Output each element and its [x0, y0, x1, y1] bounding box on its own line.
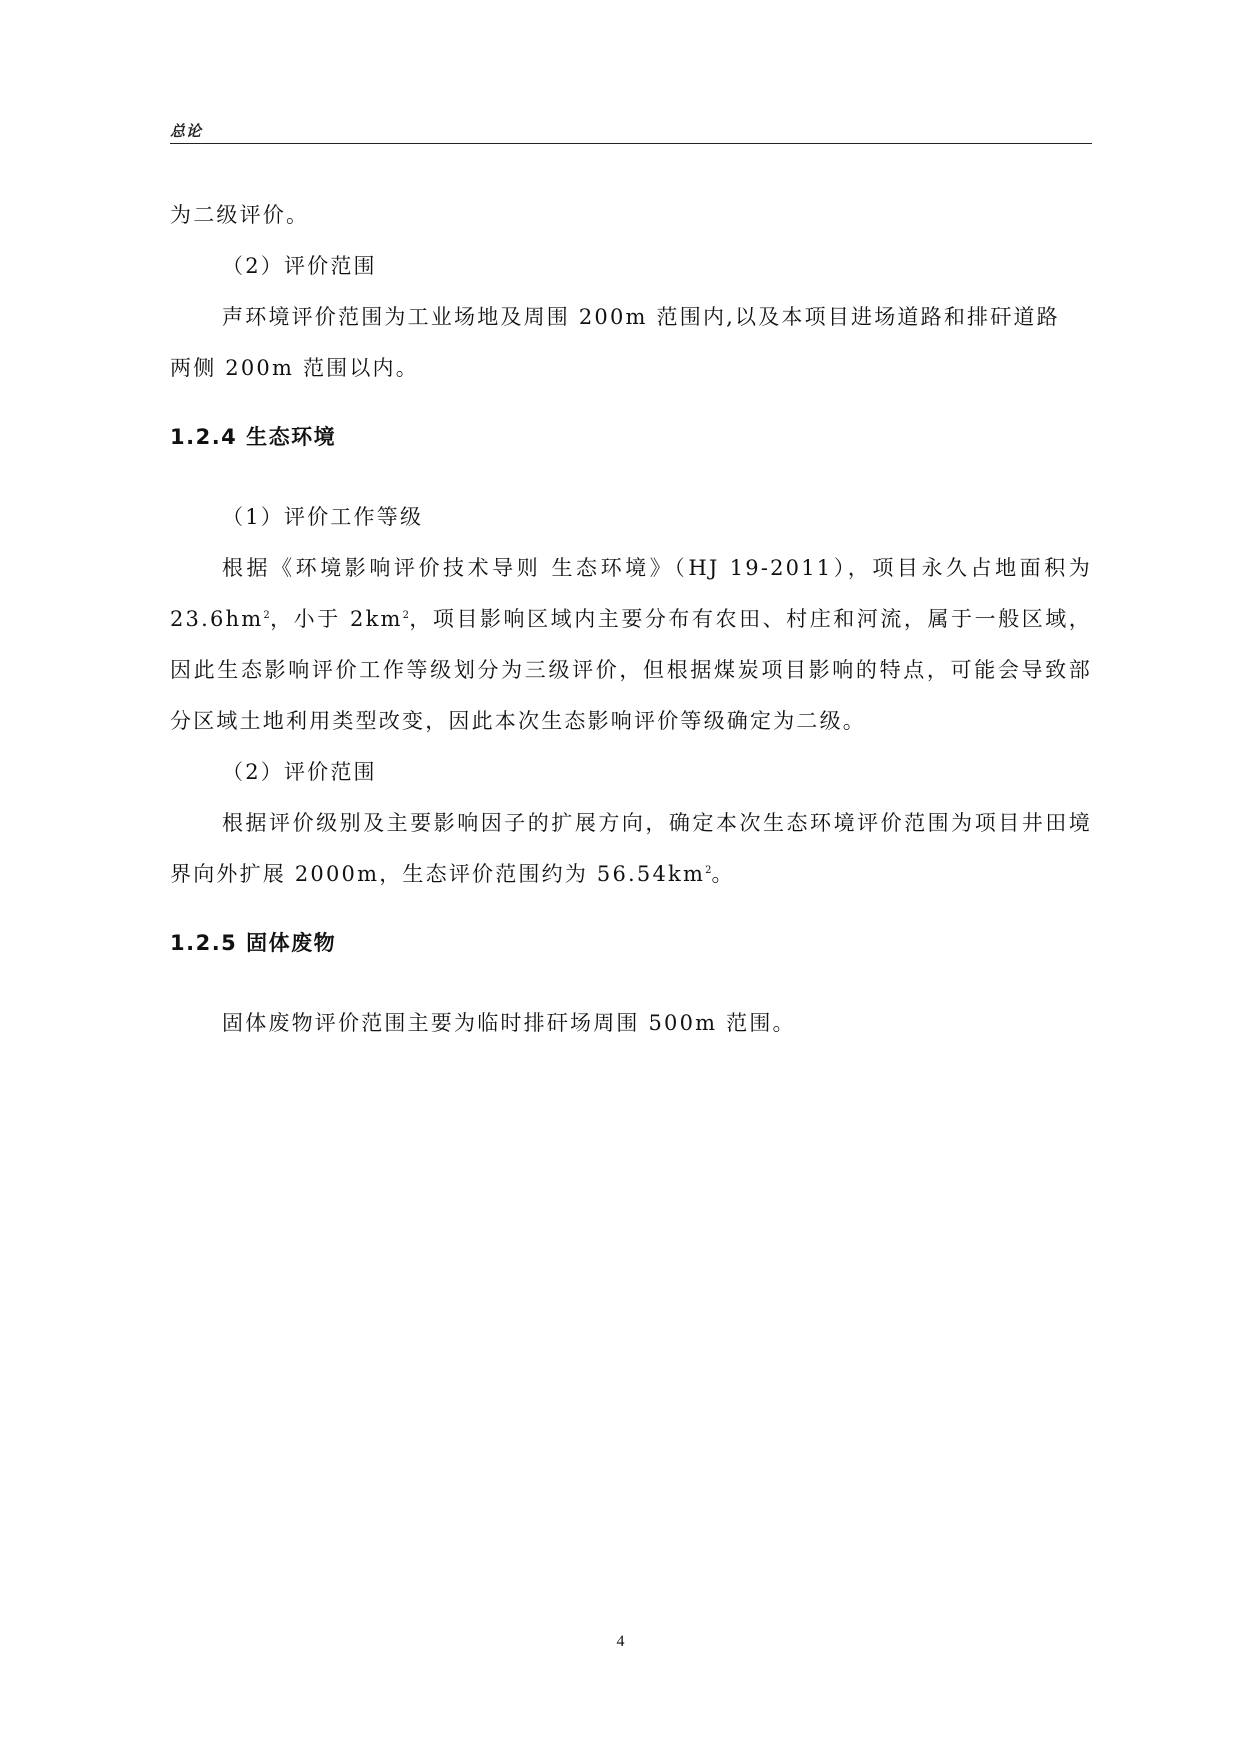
paragraph-ecology-scope — [170, 798, 1092, 900]
subheading-grade: （1）评价工作等级 — [222, 505, 424, 529]
superscript-2: 2 — [263, 610, 270, 621]
paragraph-continuation: 为二级评价。 — [170, 203, 310, 227]
header-title: 总论 — [170, 122, 203, 140]
subheading-scope: （2）评价范围 — [222, 254, 377, 278]
page-number: 4 — [616, 1633, 625, 1650]
superscript-2: 2 — [402, 610, 409, 621]
page-header — [170, 117, 1092, 144]
paragraph-noise-scope-cont — [170, 343, 1092, 394]
ecology-scope-text-b: 。 — [711, 862, 735, 886]
ecology-scope-text-a: 根据评价级别及主要影响因子的扩展方向，确定本次生态环境评价范围为项目井田境界向外扩展 2000m，生态评价范围约为 56.54km — [170, 811, 1092, 886]
subheading-scope-2: （2）评价范围 — [222, 760, 377, 784]
superscript-2: 2 — [705, 865, 712, 876]
noise-scope-line-1: 声环境评价范围为工业场地及周围 200m 范围内,以及本项目进场道路和排矸道路 — [222, 305, 1060, 329]
ecology-grade-text-c: ，小于 2km — [269, 607, 403, 631]
paragraph-noise-scope — [170, 292, 1092, 343]
paragraph-solid-waste: 固体废物评价范围主要为临时排矸场周围 500m 范围。 — [222, 1011, 796, 1035]
paragraph-ecology-grade — [170, 543, 1092, 747]
section-heading-1-2-5: 1.2.5 固体废物 — [170, 931, 337, 955]
ecology-grade-text-b: 23.6hm — [170, 607, 264, 631]
noise-scope-line-2: 两侧 200m 范围以内。 — [170, 356, 419, 380]
document-body — [170, 190, 1092, 1049]
section-heading-1-2-4: 1.2.4 生态环境 — [170, 425, 337, 449]
ecology-grade-text-a: 根据《环境影响评价技术导则 生态环境》（HJ 19-2011），项目永久占地面积为 — [222, 556, 1092, 580]
ecology-grade-text-d: ，项目影响区域内主要分布有农田、村庄和河流，属于一般区域，因此生态影响评价工作等级划分为三级评价，但根据煤炭项目影响的特点，可能会导致部分区域土地利用类型改变，因此本次生态影响评价等级确定为二级。 — [170, 607, 1092, 733]
